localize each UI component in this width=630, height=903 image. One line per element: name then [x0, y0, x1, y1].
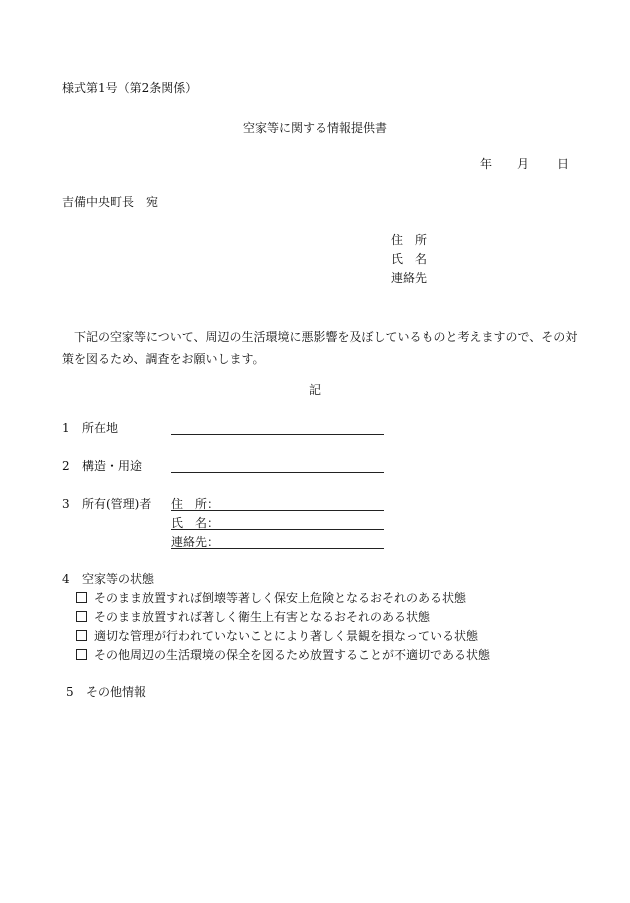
ki-heading: 記	[308, 383, 321, 397]
date-day-label: 日	[557, 157, 570, 171]
checkbox[interactable]	[76, 649, 87, 660]
item-other	[66, 685, 146, 699]
date-month-label: 月	[517, 157, 530, 171]
condition-option-2[interactable]	[76, 610, 430, 624]
condition-option-label: その他周辺の生活環境の保全を図るため放置することが不適切である状態	[94, 648, 491, 662]
date-year-label: 年	[480, 157, 493, 171]
addressee: 吉備中央町長 宛	[62, 195, 159, 209]
applicant-address-label: 住 所	[391, 233, 428, 247]
condition-option-label: そのまま放置すれば著しく衛生上有害となるおそれのある状態	[94, 610, 431, 624]
item-other-label: その他情報	[86, 685, 147, 699]
condition-option-3[interactable]	[76, 629, 478, 643]
item-owner	[62, 497, 151, 511]
request-paragraph: 下記の空家等について、周辺の生活環境に悪影響を及ぼしているものと考えますので、その対策を図るため、調査をお願いします。	[62, 330, 578, 366]
item-location	[62, 421, 118, 435]
location-underline[interactable]	[171, 434, 384, 435]
checkbox[interactable]	[76, 592, 87, 603]
condition-option-4[interactable]	[76, 648, 490, 662]
checkbox[interactable]	[76, 611, 87, 622]
checkbox[interactable]	[76, 630, 87, 641]
item-other-number: 5	[66, 685, 74, 699]
owner-name-underline[interactable]	[171, 529, 384, 530]
owner-name-label: 氏 名：	[171, 516, 220, 530]
owner-address-underline[interactable]	[171, 510, 384, 511]
applicant-contact-label: 連絡先	[391, 271, 428, 285]
item-location-number: 1	[62, 421, 70, 435]
item-owner-number: 3	[62, 497, 70, 511]
owner-contact-label: 連絡先：	[171, 535, 220, 549]
condition-option-1[interactable]	[76, 591, 466, 605]
document-title: 空家等に関する情報提供書	[242, 121, 387, 135]
item-location-label: 所在地	[82, 421, 119, 435]
applicant-name-label: 氏 名	[391, 252, 428, 266]
item-condition-label: 空家等の状態	[82, 572, 155, 586]
condition-option-label: 適切な管理が行われていないことにより著しく景観を損なっている状態	[94, 629, 479, 643]
item-condition-number: 4	[62, 572, 70, 586]
item-structure-label: 構造・用途	[82, 459, 143, 473]
owner-address-label: 住 所：	[171, 497, 220, 511]
form-number: 様式第1号（第2条関係）	[62, 81, 198, 95]
item-owner-label: 所有(管理)者	[82, 497, 152, 511]
item-condition	[62, 572, 154, 586]
condition-option-label: そのまま放置すれば倒壊等著しく保安上危険となるおそれのある状態	[94, 591, 467, 605]
item-structure-number: 2	[62, 459, 70, 473]
item-structure	[62, 459, 142, 473]
structure-underline[interactable]	[171, 472, 384, 473]
owner-contact-underline[interactable]	[171, 548, 384, 549]
